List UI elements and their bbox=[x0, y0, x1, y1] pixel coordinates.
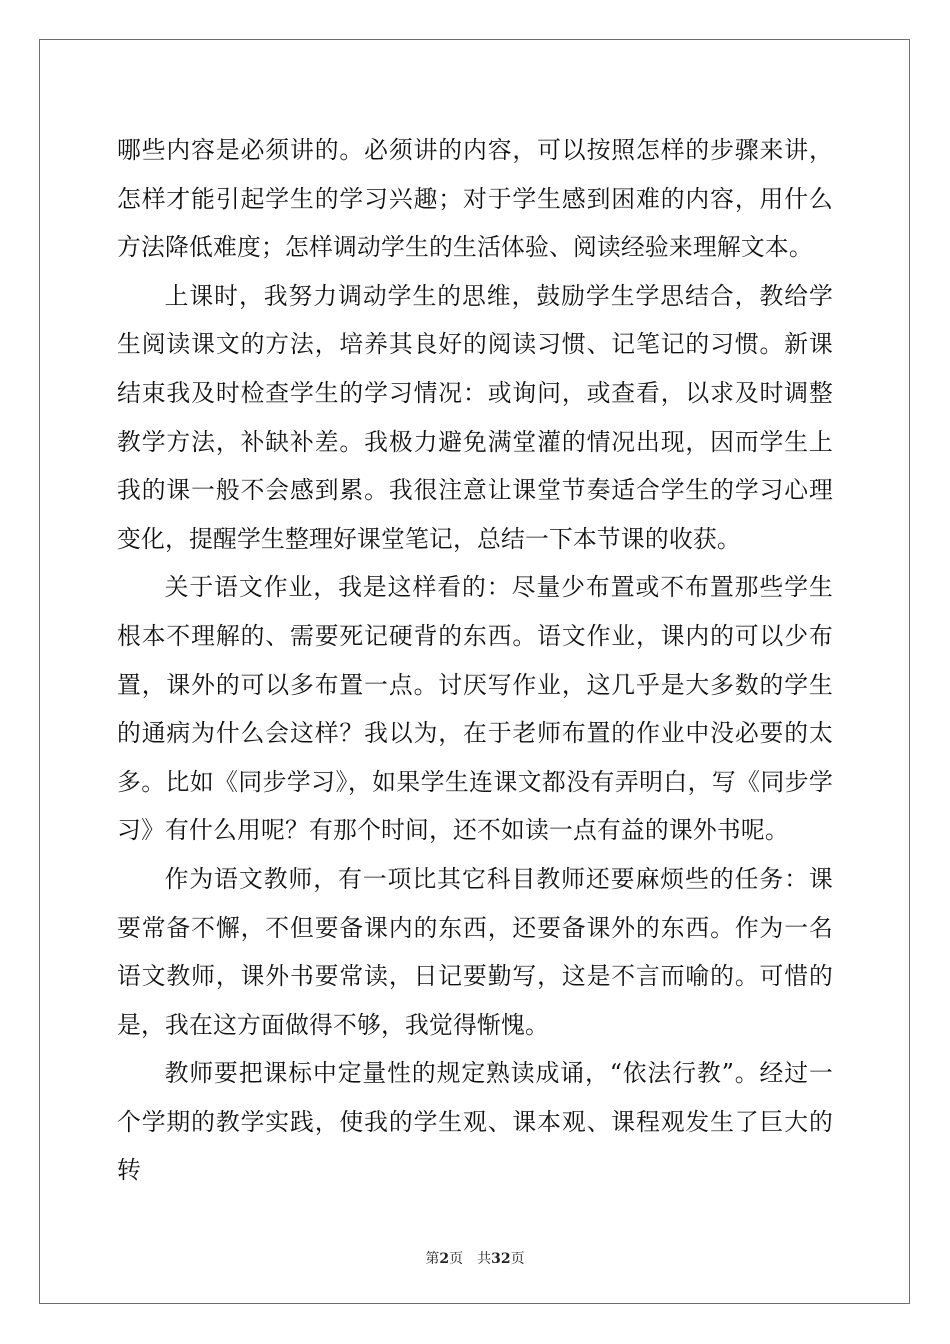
current-page-number: 2 bbox=[439, 1251, 450, 1267]
paragraph-5: 教师要把课标中定量性的规定熟读成诵，“依法行教”。经过一个学期的教学实践，使我的学生观、课本观、课程观发生了巨大的转 bbox=[117, 1059, 833, 1185]
document-body bbox=[117, 126, 833, 1195]
paragraph-2: 上课时，我努力调动学生的思维，鼓励学生学思结合，教给学生阅读课文的方法，培养其良好的阅读习惯、记笔记的习惯。新课结束我及时检查学生的学习情况：或询问，或查看，以求及时调整教学方法，补缺补差。我极力避免满堂灌的情况出现，因而学生上我的课一般不会感到累。我很注意让课堂节奏适合学生的学习心理变化，提醒学生整理好课堂笔记，总结一下本节课的收获。 bbox=[117, 281, 833, 553]
page-footer bbox=[0, 1248, 950, 1268]
paragraph-1: 哪些内容是必须讲的。必须讲的内容，可以按照怎样的步骤来讲，怎样才能引起学生的学习兴趣；对于学生感到困难的内容，用什么方法降低难度；怎样调动学生的生活体验、阅读经验来理解文本。 bbox=[117, 136, 833, 262]
total-page-count: 32 bbox=[491, 1251, 511, 1267]
paragraph-3: 关于语文作业，我是这样看的：尽量少布置或不布置那些学生根本不理解的、需要死记硬背的东西。语文作业，课内的可以少布置，课外的可以多布置一点。讨厌写作业，这几乎是大多数的学生的通病为什么会这样？我以为，在于老师布置的作业中没必要的太多。比如《同步学习》，如果学生连课文都没有弄明白，写《同步学习》有什么用呢？有那个时间，还不如读一点有益的课外书呢。 bbox=[117, 573, 833, 845]
page-indicator: 第2页 bbox=[425, 1251, 464, 1267]
paragraph-4: 作为语文教师，有一项比其它科目教师还要麻烦些的任务：课要常备不懈，不但要备课内的东西，还要备课外的东西。作为一名语文教师，课外书要常读，日记要勤写，这是不言而喻的。可惜的是，我在这方面做得不够，我觉得惭愧。 bbox=[117, 864, 833, 1039]
total-pages-indicator: 共32页 bbox=[477, 1251, 525, 1267]
